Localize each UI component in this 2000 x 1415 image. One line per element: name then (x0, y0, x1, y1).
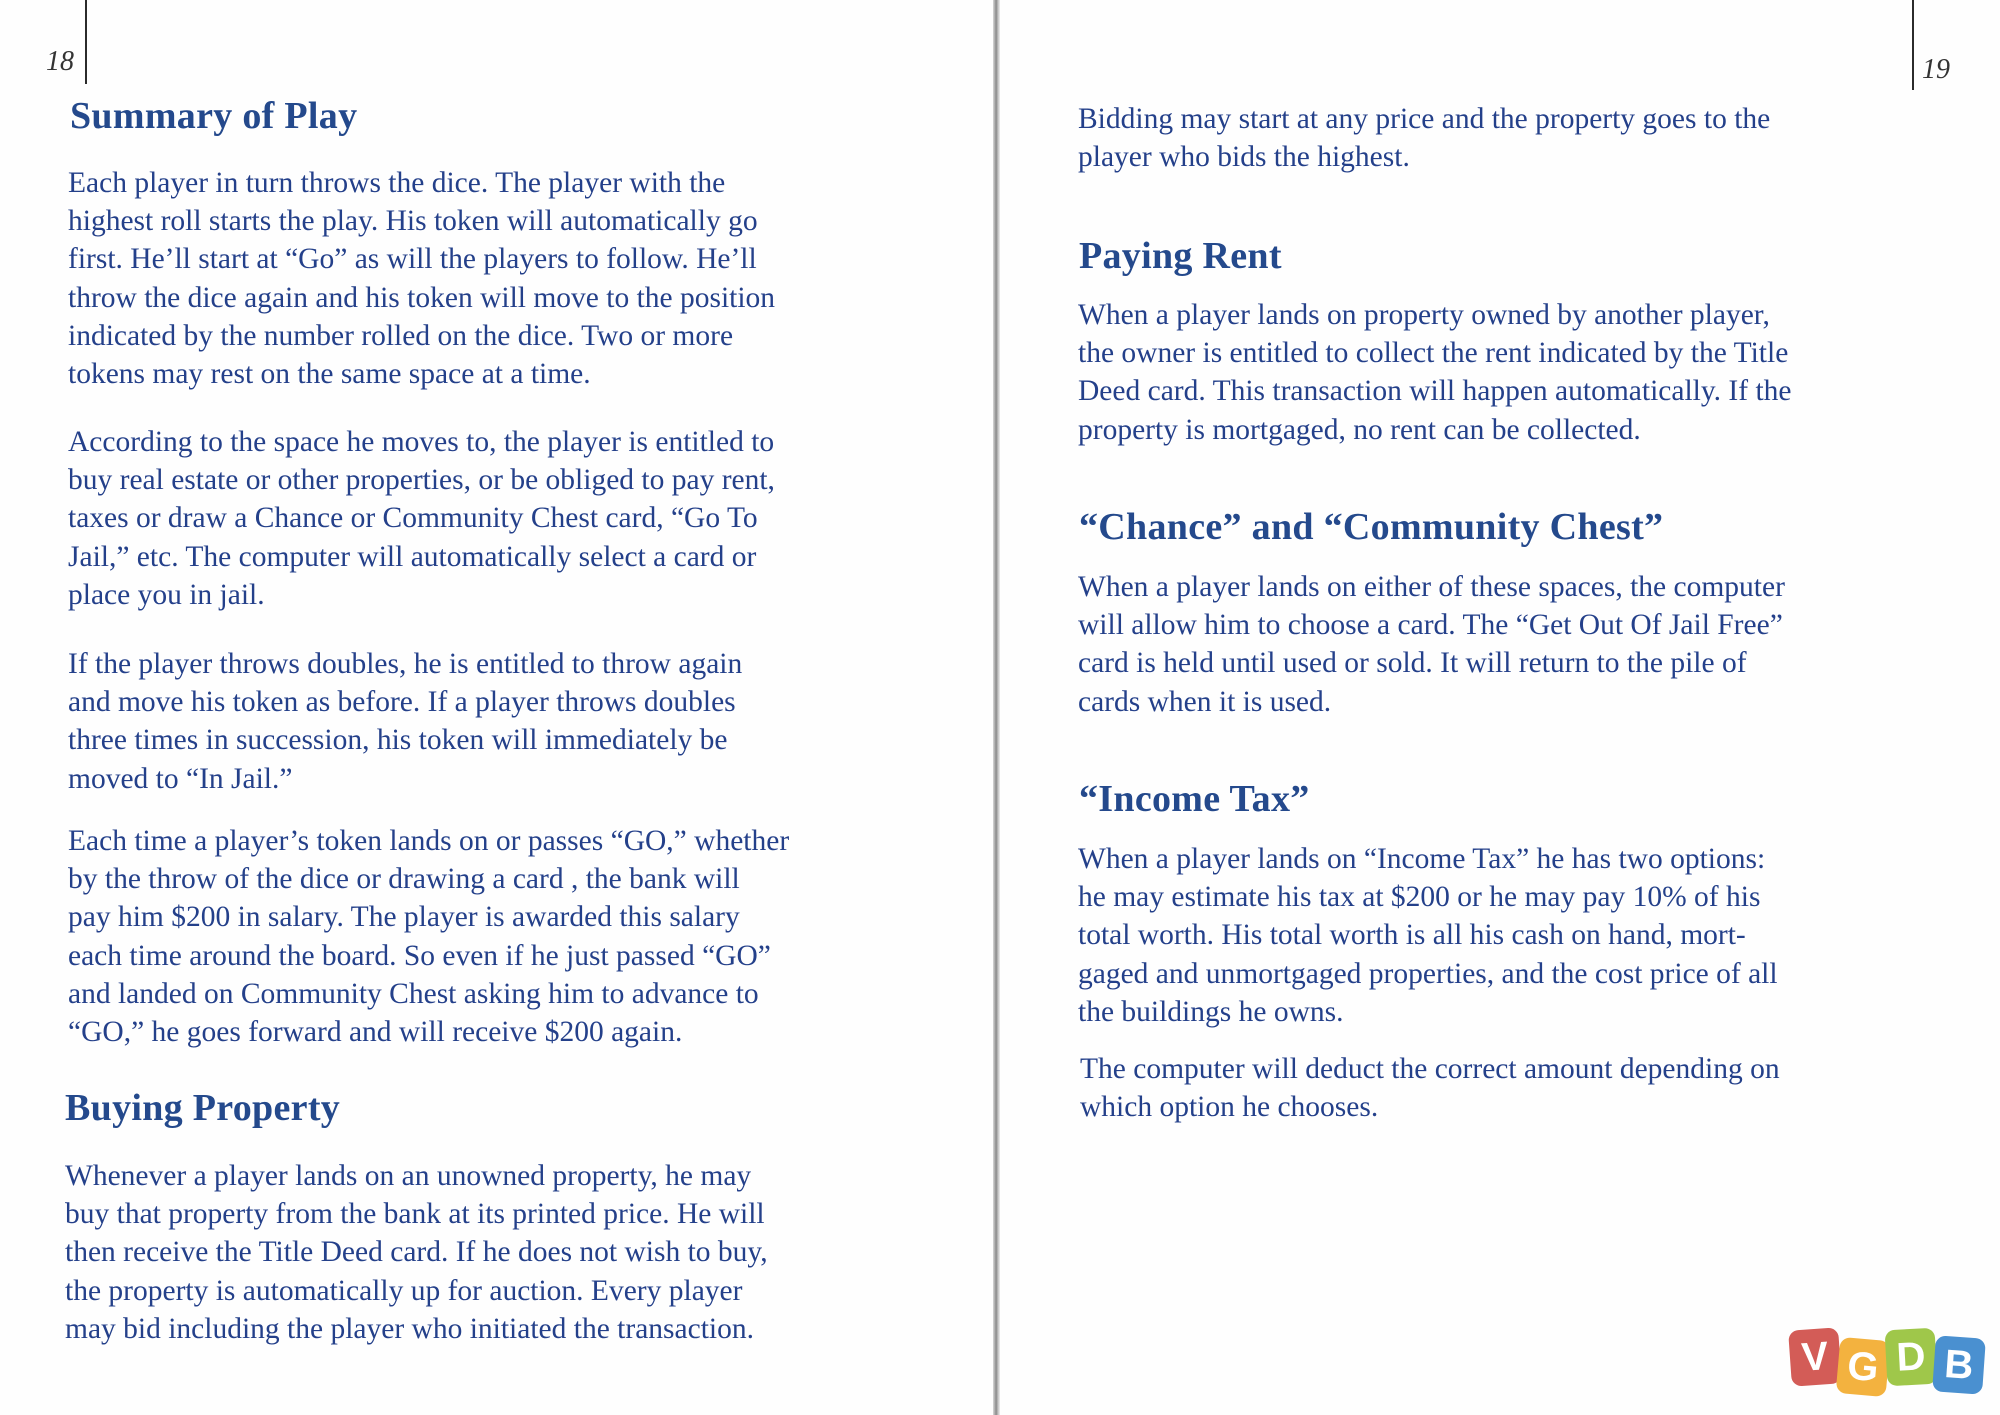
text-line: buy that property from the bank at its printed price. He will (65, 1198, 765, 1231)
heading-income-tax: “Income Tax” (1079, 778, 1310, 820)
text-line: gaged and unmortgaged properties, and the cost price of all (1078, 957, 1778, 990)
heading-chance-community-chest: “Chance” and “Community Chest” (1079, 506, 1664, 548)
right-page-number: 19 (1922, 54, 1950, 85)
heading-buying-property: Buying Property (65, 1087, 341, 1129)
text-line: Bidding may start at any price and the property goes to the (1078, 103, 1771, 135)
right-page-corner-rule (1912, 0, 1914, 90)
text-line: total worth. His total worth is all his cash on hand, mort- (1078, 919, 1746, 952)
text-line: If the player throws doubles, he is entitled to throw again (68, 648, 743, 680)
watermark-letter: B (1932, 1335, 1986, 1394)
text-line: highest roll starts the play. His token will automatically go (68, 205, 758, 238)
text-line: taxes or draw a Chance or Community Chest card, “Go To (68, 502, 758, 535)
text-line: each time around the board. So even if he just passed “GO” (68, 939, 771, 972)
text-line: When a player lands on property owned by another player, (1078, 299, 1770, 331)
watermark-letter: V (1788, 1327, 1842, 1386)
text-line: tokens may rest on the same space at a time. (68, 358, 591, 391)
paragraph-buying-property (65, 1157, 768, 1348)
paragraph-summary-1 (68, 164, 775, 393)
text-line: Each player in turn throws the dice. The player with the (68, 167, 726, 199)
text-line: moved to “In Jail.” (68, 762, 293, 795)
text-line: will allow him to choose a card. The “Get Out Of Jail Free” (1078, 609, 1783, 642)
paragraph-paying-rent (1078, 296, 1792, 449)
text-line: then receive the Title Deed card. If he does not wish to buy, (65, 1236, 768, 1269)
text-line: he may estimate his tax at $200 or he may pay 10% of his (1078, 881, 1761, 914)
left-page-number: 18 (46, 46, 74, 77)
paragraph-summary-3 (68, 645, 742, 798)
text-line: buy real estate or other properties, or be obliged to pay rent, (68, 464, 775, 497)
text-line: The computer will deduct the correct amount depending on (1080, 1053, 1780, 1085)
text-line: may bid including the player who initiated the transaction. (65, 1312, 754, 1345)
text-line: three times in succession, his token will immediately be (68, 724, 728, 757)
text-line: cards when it is used. (1078, 685, 1332, 718)
paragraph-summary-2 (68, 423, 775, 614)
book-spine (993, 0, 1000, 1415)
text-line: by the throw of the dice or drawing a card , the bank will (68, 863, 740, 896)
text-line: Each time a player’s token lands on or passes “GO,” whether (68, 825, 790, 857)
text-line: the buildings he owns. (1078, 995, 1344, 1028)
text-line: Whenever a player lands on an unowned property, he may (65, 1160, 752, 1192)
text-line: the property is automatically up for auction. Every player (65, 1274, 743, 1307)
text-line: Jail,” etc. The computer will automatically select a card or (68, 540, 757, 573)
watermark-letter: G (1836, 1337, 1891, 1397)
paragraph-income-tax-1 (1078, 840, 1778, 1031)
paragraph-bidding-continuation (1078, 100, 1770, 176)
text-line: card is held until used or sold. It will return to the pile of (1078, 647, 1747, 680)
text-line: indicated by the number rolled on the dice. Two or more (68, 319, 734, 352)
paragraph-chance-community-chest (1078, 568, 1785, 721)
text-line: and landed on Community Chest asking him to advance to (68, 977, 759, 1010)
text-line: which option he chooses. (1080, 1091, 1379, 1124)
text-line: According to the space he moves to, the player is entitled to (68, 426, 775, 458)
text-line: and move his token as before. If a player throws doubles (68, 686, 736, 719)
left-page-corner-rule (85, 0, 87, 84)
text-line: player who bids the highest. (1078, 141, 1410, 174)
paragraph-summary-4 (68, 822, 789, 1051)
heading-summary-of-play: Summary of Play (70, 95, 358, 137)
text-line: When a player lands on either of these spaces, the computer (1078, 571, 1785, 603)
text-line: When a player lands on “Income Tax” he has two options: (1078, 843, 1766, 875)
text-line: throw the dice again and his token will move to the position (68, 281, 776, 314)
paragraph-income-tax-2 (1080, 1050, 1780, 1126)
text-line: first. He’ll start at “Go” as will the players to follow. He’ll (68, 243, 757, 276)
text-line: pay him $200 in salary. The player is awarded this salary (68, 901, 740, 934)
text-line: “GO,” he goes forward and will receive $200 again. (68, 1016, 683, 1049)
text-line: place you in jail. (68, 578, 265, 611)
text-line: Deed card. This transaction will happen automatically. If the (1078, 375, 1792, 408)
watermark-letter: D (1885, 1328, 1938, 1387)
text-line: property is mortgaged, no rent can be collected. (1078, 413, 1641, 446)
heading-paying-rent: Paying Rent (1079, 235, 1282, 277)
text-line: the owner is entitled to collect the rent indicated by the Title (1078, 337, 1789, 370)
vgdb-watermark-logo (1790, 1329, 1990, 1391)
